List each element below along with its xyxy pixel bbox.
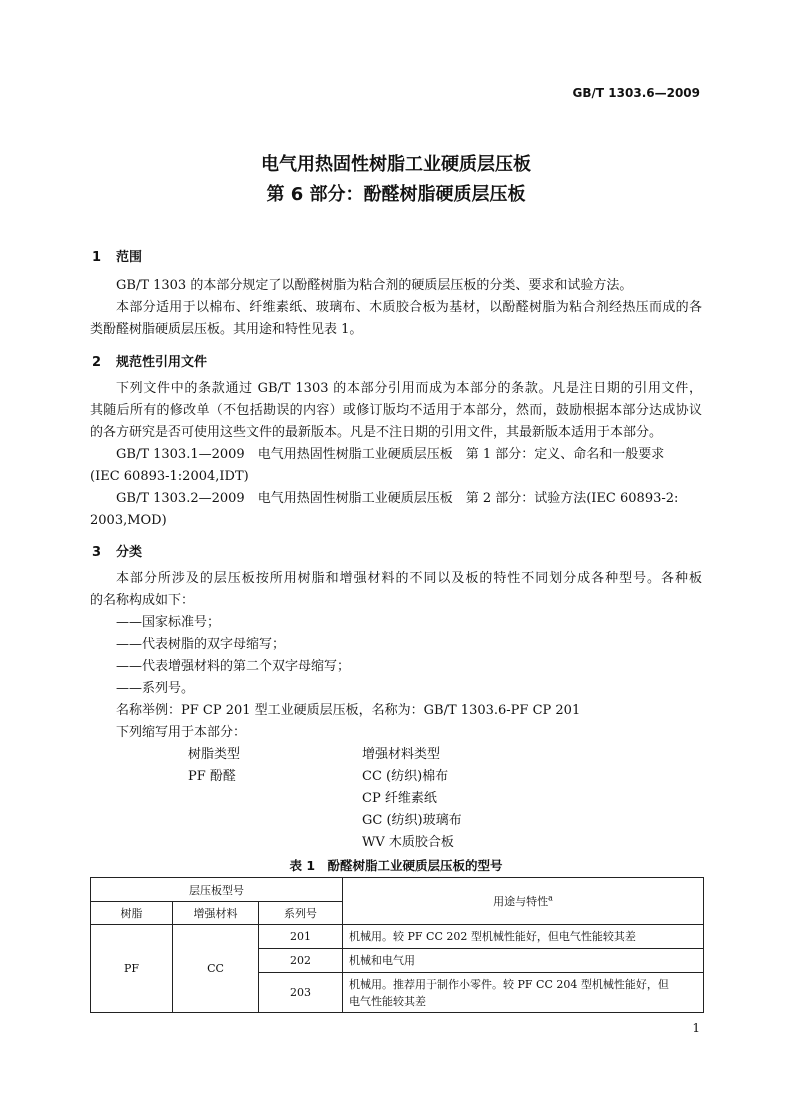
table-group-header: 层压板型号: [91, 878, 343, 902]
table-row: [91, 925, 704, 949]
section-1-para-1: GB/T 1303 的本部分规定了以酚醛树脂为粘合剂的硬质层压板的分类、要求和试验方法。: [116, 278, 633, 293]
reference-2-line-2: 2003,MOD): [90, 513, 167, 528]
table-cell-use: 机械和电气用: [343, 949, 704, 973]
table-1: [90, 877, 704, 1013]
table-use-header-text: 用途与特性: [493, 895, 549, 908]
table-col-series: 系列号: [259, 902, 343, 925]
table-use-header: [343, 878, 704, 925]
naming-item-1: ——国家标准号；: [116, 615, 221, 630]
reinforcement-item: CP 纤维素纸: [362, 791, 437, 806]
reinforcement-item: WV 木质胶合板: [362, 835, 454, 850]
table-cell-series: 203: [259, 973, 343, 1013]
naming-item-3: ——代表增强材料的第二个双字母缩写；: [116, 659, 351, 674]
section-2-heading: [92, 351, 207, 370]
reinforcement-item: CC (纺织)棉布: [362, 769, 449, 784]
section-1-para-2-line-1: 本部分适用于以棉布、纤维素纸、玻璃布、木质胶合板为基材，以酚醛树脂为粘合剂经热压而成的各: [116, 300, 702, 315]
standard-code: GB/T 1303.6—2009: [572, 86, 700, 100]
naming-item-2: ——代表树脂的双字母缩写；: [116, 637, 286, 652]
section-3-heading: [92, 541, 142, 560]
section-1-heading: [92, 246, 142, 265]
reinforcement-item: GC (纺织)玻璃布: [362, 813, 462, 828]
section-2-number: 2: [92, 355, 102, 370]
section-2-para-1-line-3: 的各方研究是否可使用这些文件的最新版本。凡是不注日期的引用文件，其最新版本适用于本部分。: [90, 425, 663, 440]
section-2-para-1-line-2: 其随后所有的修改单（不包括勘误的内容）或修订版均不适用于本部分，然而，鼓励根据本部分达成协议: [90, 403, 702, 418]
reference-1-line-2: (IEC 60893-1:2004,IDT): [90, 469, 249, 484]
table-col-reinforcement: 增强材料: [173, 902, 259, 925]
section-3-title: 分类: [116, 545, 143, 560]
section-3-para-1-line-1: 本部分所涉及的层压板按所用树脂和增强材料的不同以及板的特性不同划分成各种型号。各种板: [116, 571, 702, 586]
page-number: 1: [692, 1021, 700, 1035]
resin-type-item: PF 酚醛: [188, 769, 236, 784]
section-1-title: 范围: [116, 250, 143, 265]
table-cell-reinforcement: CC: [173, 925, 259, 1013]
table-cell-use-line-2: 电气性能较其差: [349, 994, 427, 1008]
table-cell-resin: PF: [91, 925, 173, 1013]
reference-1-line-1: GB/T 1303.1—2009 电气用热固性树脂工业硬质层压板 第 1 部分：定义、命名和一般要求: [116, 447, 665, 462]
section-3-para-1-line-2: 的名称构成如下：: [90, 593, 195, 608]
naming-example: 名称举例：PF CP 201 型工业硬质层压板，名称为：GB/T 1303.6-PF CP 201: [116, 703, 581, 718]
table-1-caption: 表 1 酚醛树脂工业硬质层压板的型号: [289, 858, 503, 873]
reinforcement-type-heading: 增强材料类型: [362, 747, 441, 762]
table-cell-use-line-1: 机械用。推荐用于制作小零件。较 PF CC 204 型机械性能好，但: [349, 977, 669, 991]
section-2-para-1-line-1: 下列文件中的条款通过 GB/T 1303 的本部分引用而成为本部分的条款。凡是注日期的引用文件，: [116, 381, 702, 396]
page-title: 电气用热固性树脂工业硬质层压板: [261, 154, 531, 175]
naming-item-4: ——系列号。: [116, 681, 195, 696]
table-cell-series: 202: [259, 949, 343, 973]
section-1-para-2-line-2: 类酚醛树脂硬质层压板。其用途和特性见表 1。: [90, 322, 363, 337]
reference-2-line-1: GB/T 1303.2—2009 电气用热固性树脂工业硬质层压板 第 2 部分：试验方法(IEC 60893-2:: [116, 491, 679, 506]
section-1-number: 1: [92, 250, 102, 265]
section-2-title: 规范性引用文件: [116, 355, 208, 370]
section-3-number: 3: [92, 545, 102, 560]
table-use-header-footnote: a: [548, 893, 553, 903]
table-cell-use: 机械用。较 PF CC 202 型机械性能好，但电气性能较其差: [343, 925, 704, 949]
table-cell-use: [343, 973, 704, 1013]
page-subtitle: 第 6 部分：酚醛树脂硬质层压板: [266, 184, 526, 205]
table-col-resin: 树脂: [91, 902, 173, 925]
resin-type-heading: 树脂类型: [188, 747, 241, 762]
abbreviation-intro: 下列缩写用于本部分：: [116, 725, 247, 740]
table-cell-series: 201: [259, 925, 343, 949]
